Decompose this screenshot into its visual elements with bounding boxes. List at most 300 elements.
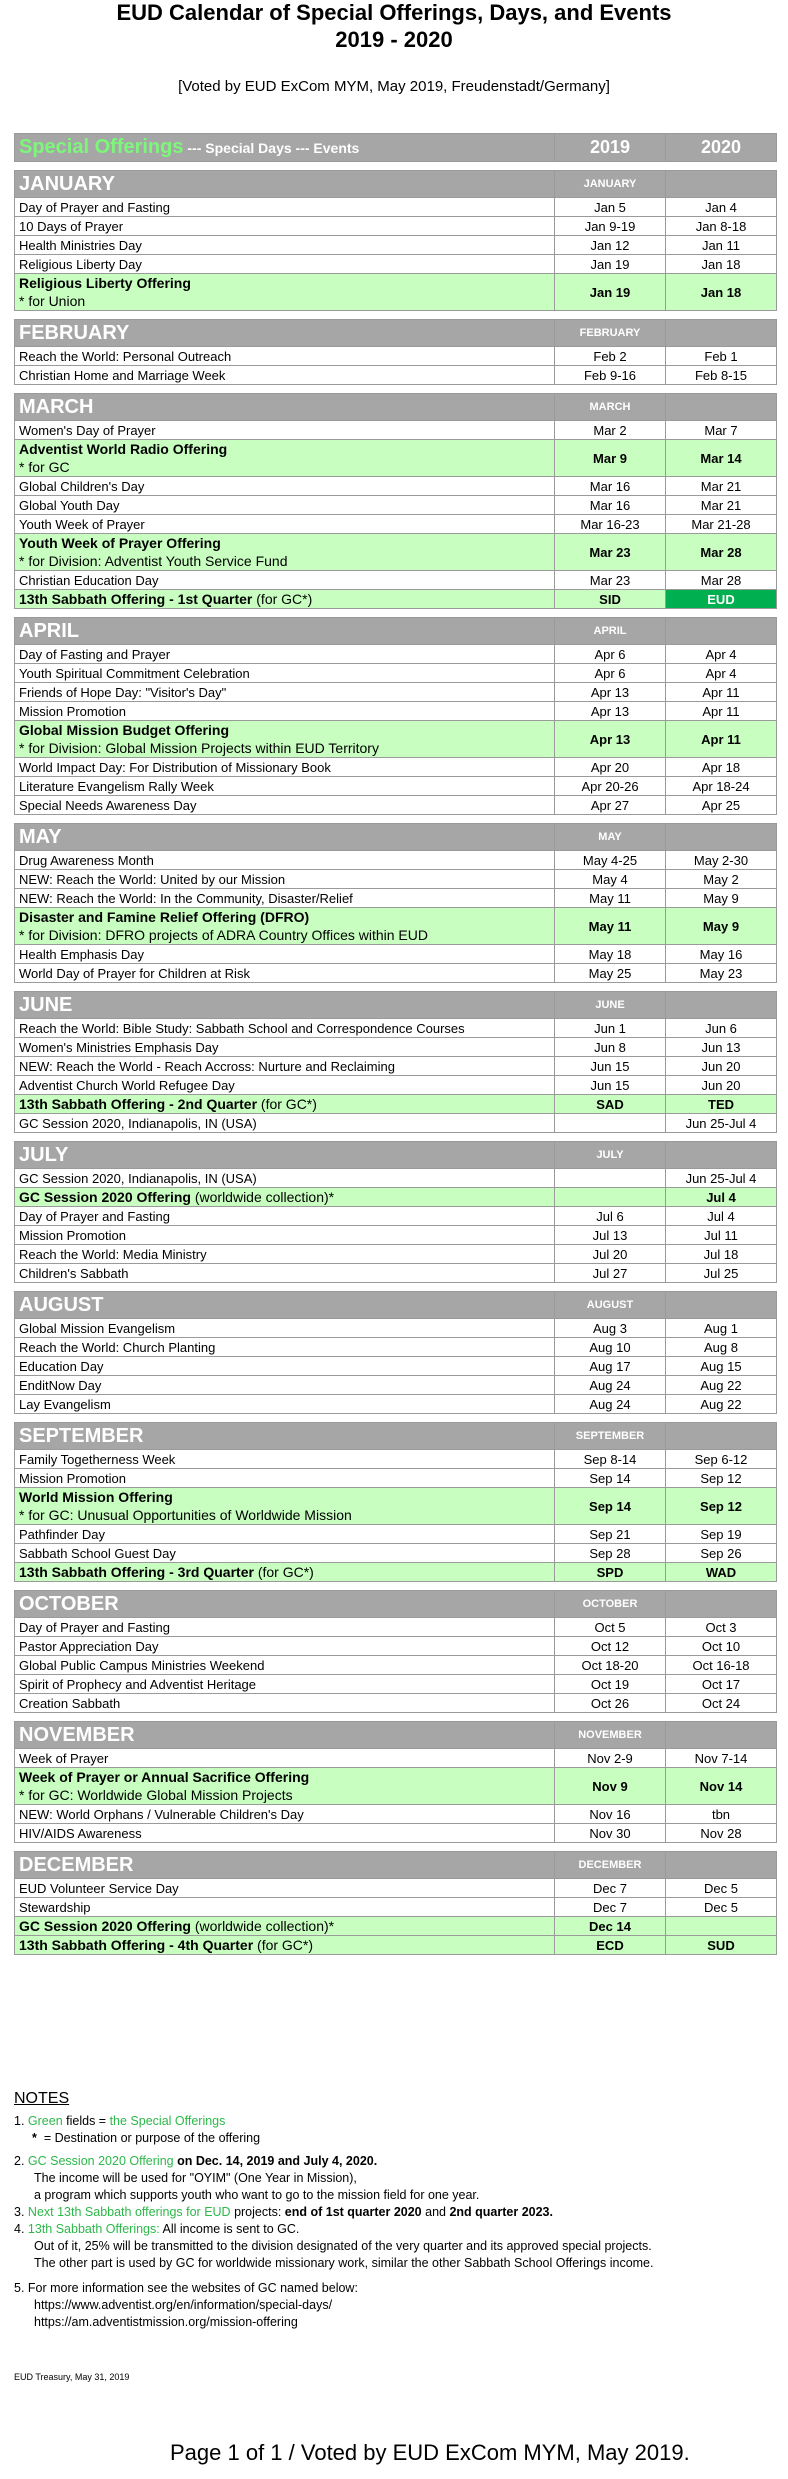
date-2019: May 11: [555, 908, 666, 945]
date-2020: May 9: [666, 889, 777, 908]
event-row: [15, 1076, 777, 1095]
note-4-line3: The other part is used by GC for worldwide missionary work, similar the other Sabbath School Offerings income.: [34, 2256, 654, 2270]
offering-row: [15, 1563, 777, 1582]
event-row: [15, 366, 777, 385]
event-name: Drug Awareness Month: [15, 851, 555, 870]
date-2020: Oct 16-18: [666, 1656, 777, 1675]
month-label: OCTOBER: [555, 1591, 666, 1618]
offering-row: [15, 1095, 777, 1114]
date-2019: Feb 9-16: [555, 366, 666, 385]
month-name: MAY: [15, 824, 555, 851]
date-2020: Aug 15: [666, 1357, 777, 1376]
date-2020: Oct 17: [666, 1675, 777, 1694]
event-name: Mission Promotion: [15, 1469, 555, 1488]
date-2020: Apr 18: [666, 758, 777, 777]
date-2020: SUD: [666, 1936, 777, 1955]
note-1: [14, 2113, 774, 2130]
spacer-row: [15, 385, 777, 394]
date-2019: SPD: [555, 1563, 666, 1582]
event-name: Reach the World: Media Ministry: [15, 1245, 555, 1264]
month-header-blank: [666, 171, 777, 198]
date-2019: Aug 10: [555, 1338, 666, 1357]
month-header-row: [15, 992, 777, 1019]
date-2019: Apr 13: [555, 702, 666, 721]
spacer-row: [15, 311, 777, 320]
event-row: [15, 964, 777, 983]
month-label: APRIL: [555, 618, 666, 645]
offering-note: (worldwide collection)*: [194, 1188, 335, 1205]
offering-row: [15, 440, 777, 477]
event-row: [15, 1319, 777, 1338]
date-2019: Mar 23: [555, 534, 666, 571]
date-2019: Aug 24: [555, 1395, 666, 1414]
offering-destination: * for GC: Worldwide Global Mission Projects: [19, 1787, 293, 1803]
offering-row: [15, 1917, 777, 1936]
offering-name: 13th Sabbath Offering - 3rd Quarter: [19, 1563, 254, 1580]
event-row: [15, 1694, 777, 1713]
header-special-offerings: [15, 134, 555, 162]
month-name: JUNE: [15, 992, 555, 1019]
date-2020: Jul 25: [666, 1264, 777, 1283]
date-2019: Mar 23: [555, 571, 666, 590]
offering-note: (for GC*): [260, 1095, 317, 1112]
offering-cell: [15, 1095, 555, 1114]
event-name: EnditNow Day: [15, 1376, 555, 1395]
event-name: Literature Evangelism Rally Week: [15, 777, 555, 796]
date-2019: Oct 5: [555, 1618, 666, 1637]
event-name: Women's Day of Prayer: [15, 421, 555, 440]
event-name: EUD Volunteer Service Day: [15, 1879, 555, 1898]
date-2020: Sep 19: [666, 1525, 777, 1544]
note-text: All income is sent to GC.: [159, 2222, 300, 2236]
offering-cell: [15, 1917, 555, 1936]
event-row: [15, 758, 777, 777]
date-2019: Nov 30: [555, 1824, 666, 1843]
note-text: fields =: [62, 2114, 110, 2128]
offering-name: 13th Sabbath Offering - 4th Quarter: [19, 1936, 254, 1953]
event-name: Health Ministries Day: [15, 236, 555, 255]
date-2019: Dec 7: [555, 1898, 666, 1917]
date-2020: Oct 10: [666, 1637, 777, 1656]
event-name: HIV/AIDS Awareness: [15, 1824, 555, 1843]
offering-cell: [15, 440, 555, 477]
event-name: Global Mission Evangelism: [15, 1319, 555, 1338]
month-header-blank: [666, 1722, 777, 1749]
date-2019: May 4: [555, 870, 666, 889]
date-2019: SID: [555, 590, 666, 609]
date-2020: Oct 24: [666, 1694, 777, 1713]
date-2020: Dec 5: [666, 1898, 777, 1917]
event-name: Stewardship: [15, 1898, 555, 1917]
date-2020: tbn: [666, 1805, 777, 1824]
date-2020: Sep 6-12: [666, 1450, 777, 1469]
event-row: [15, 477, 777, 496]
event-name: Special Needs Awareness Day: [15, 796, 555, 815]
event-name: Mission Promotion: [15, 702, 555, 721]
note-4: [14, 2221, 774, 2238]
event-name: GC Session 2020, Indianapolis, IN (USA): [15, 1114, 555, 1133]
offering-row: [15, 908, 777, 945]
date-2020: Nov 28: [666, 1824, 777, 1843]
date-2020: [666, 1917, 777, 1936]
event-name: Sabbath School Guest Day: [15, 1544, 555, 1563]
event-name: Christian Education Day: [15, 571, 555, 590]
date-2019: Sep 14: [555, 1469, 666, 1488]
date-2020: Jun 25-Jul 4: [666, 1169, 777, 1188]
date-2019: Sep 8-14: [555, 1450, 666, 1469]
event-row: [15, 1450, 777, 1469]
date-2019: Aug 17: [555, 1357, 666, 1376]
offering-name: World Mission Offering: [19, 1489, 173, 1505]
note-link-mission-offering[interactable]: https://am.adventistmission.org/mission-offering: [34, 2315, 298, 2329]
offering-cell: [15, 721, 555, 758]
note-bold: 2nd quarter 2023.: [449, 2205, 553, 2219]
date-2020: EUD: [666, 590, 777, 609]
date-2020: Dec 5: [666, 1879, 777, 1898]
date-2019: May 11: [555, 889, 666, 908]
date-2019: [555, 1169, 666, 1188]
event-name: Children's Sabbath: [15, 1264, 555, 1283]
note-2-line3: a program which supports youth who want to go to the mission field for one year.: [34, 2188, 480, 2202]
date-2020: Jan 11: [666, 236, 777, 255]
event-row: [15, 1898, 777, 1917]
event-row: [15, 198, 777, 217]
event-row: [15, 1469, 777, 1488]
event-row: [15, 1169, 777, 1188]
date-2019: Sep 21: [555, 1525, 666, 1544]
date-2020: Aug 8: [666, 1338, 777, 1357]
date-2020: Jul 4: [666, 1207, 777, 1226]
date-2019: Jul 6: [555, 1207, 666, 1226]
date-2020: May 16: [666, 945, 777, 964]
header-label: Special Offerings: [19, 135, 184, 158]
month-header-blank: [666, 618, 777, 645]
offering-destination: * for Division: Global Mission Projects within EUD Territory: [19, 740, 379, 756]
date-2020: Jun 20: [666, 1076, 777, 1095]
event-row: [15, 1879, 777, 1898]
event-row: [15, 1338, 777, 1357]
date-2020: May 23: [666, 964, 777, 983]
month-name: AUGUST: [15, 1292, 555, 1319]
offering-cell: [15, 1488, 555, 1525]
event-name: Week of Prayer: [15, 1749, 555, 1768]
offering-row: [15, 274, 777, 311]
event-row: [15, 889, 777, 908]
event-name: Reach the World: Personal Outreach: [15, 347, 555, 366]
offering-name: 13th Sabbath Offering - 2nd Quarter: [19, 1095, 258, 1112]
date-2019: Jul 27: [555, 1264, 666, 1283]
event-row: [15, 1544, 777, 1563]
date-2020: Apr 18-24: [666, 777, 777, 796]
date-2019: Jun 15: [555, 1076, 666, 1095]
note-number: 5.: [14, 2281, 25, 2295]
month-label: JANUARY: [555, 171, 666, 198]
date-2020: Apr 11: [666, 683, 777, 702]
date-2020: Jan 8-18: [666, 217, 777, 236]
date-2019: May 4-25: [555, 851, 666, 870]
event-name: Day of Prayer and Fasting: [15, 1618, 555, 1637]
event-name: Mission Promotion: [15, 1226, 555, 1245]
note-4-line2: Out of it, 25% will be transmitted to the division designated of the very quarter and its approved special projects.: [34, 2239, 652, 2253]
event-row: [15, 421, 777, 440]
offering-destination: * for GC: Unusual Opportunities of Worldwide Mission: [19, 1507, 352, 1523]
offering-note: (for GC*): [257, 1563, 314, 1580]
month-name: JULY: [15, 1142, 555, 1169]
event-row: [15, 1207, 777, 1226]
month-header-blank: [666, 1292, 777, 1319]
date-2020: Oct 3: [666, 1618, 777, 1637]
note-special-offerings: the Special Offerings: [109, 2114, 226, 2128]
offering-destination: * for Division: Adventist Youth Service Fund: [19, 553, 288, 569]
offering-note: (for GC*): [256, 590, 313, 607]
date-2019: Mar 9: [555, 440, 666, 477]
date-2020: Apr 11: [666, 702, 777, 721]
month-label: MARCH: [555, 394, 666, 421]
date-2020: Nov 14: [666, 1768, 777, 1805]
event-name: 10 Days of Prayer: [15, 217, 555, 236]
event-row: [15, 1805, 777, 1824]
note-number: 2.: [14, 2154, 25, 2168]
date-2020: Aug 1: [666, 1319, 777, 1338]
date-2019: ECD: [555, 1936, 666, 1955]
month-header-blank: [666, 1852, 777, 1879]
date-2019: Jun 15: [555, 1057, 666, 1076]
note-2-line2: The income will be used for "OYIM" (One Year in Mission),: [34, 2171, 357, 2185]
event-row: [15, 1675, 777, 1694]
date-2019: SAD: [555, 1095, 666, 1114]
month-header-blank: [666, 824, 777, 851]
spacer-row: [15, 1283, 777, 1292]
event-row: [15, 870, 777, 889]
spacer-row: [15, 609, 777, 618]
note-link-special-days[interactable]: https://www.adventist.org/en/information/special-days/: [34, 2298, 333, 2312]
notes-heading: NOTES: [14, 2090, 70, 2107]
event-row: [15, 1357, 777, 1376]
date-2020: Feb 1: [666, 347, 777, 366]
date-2020: Jan 18: [666, 274, 777, 311]
event-name: Day of Prayer and Fasting: [15, 198, 555, 217]
offering-name: Disaster and Famine Relief Offering (DFRO): [19, 909, 310, 925]
month-label: JUNE: [555, 992, 666, 1019]
month-header-row: [15, 320, 777, 347]
note-number: 3.: [14, 2205, 25, 2219]
offering-name: GC Session 2020 Offering: [19, 1188, 191, 1205]
offering-row: [15, 1188, 777, 1207]
date-2020: Feb 8-15: [666, 366, 777, 385]
date-2019: Apr 13: [555, 721, 666, 758]
event-name: Creation Sabbath: [15, 1694, 555, 1713]
month-header-row: [15, 1423, 777, 1450]
event-row: [15, 1245, 777, 1264]
note-3: [14, 2204, 774, 2221]
offering-name: Religious Liberty Offering: [19, 275, 191, 291]
month-header-blank: [666, 992, 777, 1019]
month-header-row: [15, 1591, 777, 1618]
event-name: Lay Evangelism: [15, 1395, 555, 1414]
month-header-blank: [666, 1423, 777, 1450]
event-row: [15, 851, 777, 870]
month-name: JANUARY: [15, 171, 555, 198]
offering-row: [15, 1936, 777, 1955]
offering-row: [15, 590, 777, 609]
event-row: [15, 1226, 777, 1245]
month-label: AUGUST: [555, 1292, 666, 1319]
event-row: [15, 702, 777, 721]
event-name: Day of Prayer and Fasting: [15, 1207, 555, 1226]
date-2020: Jul 11: [666, 1226, 777, 1245]
month-header-blank: [666, 320, 777, 347]
date-2019: Jun 1: [555, 1019, 666, 1038]
date-2020: Jun 13: [666, 1038, 777, 1057]
offering-note: (worldwide collection)*: [194, 1917, 335, 1934]
event-row: [15, 1114, 777, 1133]
month-name: OCTOBER: [15, 1591, 555, 1618]
event-row: [15, 515, 777, 534]
event-row: [15, 1057, 777, 1076]
offering-destination: * for GC: [19, 459, 70, 475]
date-2020: May 9: [666, 908, 777, 945]
date-2020: Aug 22: [666, 1395, 777, 1414]
date-2019: Oct 18-20: [555, 1656, 666, 1675]
date-2020: Apr 4: [666, 664, 777, 683]
date-2019: Oct 26: [555, 1694, 666, 1713]
event-row: [15, 571, 777, 590]
event-row: [15, 1019, 777, 1038]
date-2020: Jul 4: [666, 1188, 777, 1207]
note-star: *: [32, 2131, 37, 2145]
month-name: SEPTEMBER: [15, 1423, 555, 1450]
event-row: [15, 664, 777, 683]
date-2020: Sep 12: [666, 1469, 777, 1488]
event-row: [15, 796, 777, 815]
date-2019: Nov 16: [555, 1805, 666, 1824]
page-title: EUD Calendar of Special Offerings, Days, and Events: [116, 0, 672, 25]
month-label: FEBRUARY: [555, 320, 666, 347]
event-row: [15, 496, 777, 515]
offering-row: [15, 1768, 777, 1805]
note-bold: end of 1st quarter 2020: [284, 2205, 422, 2219]
date-2019: May 18: [555, 945, 666, 964]
date-2019: Jan 19: [555, 255, 666, 274]
spacer-row: [15, 815, 777, 824]
event-name: Youth Spiritual Commitment Celebration: [15, 664, 555, 683]
note-gc-offering: GC Session 2020 Offering: [27, 2154, 174, 2168]
calendar-table: [14, 133, 777, 1955]
event-row: [15, 217, 777, 236]
date-2020: Mar 21: [666, 477, 777, 496]
date-2019: Apr 20-26: [555, 777, 666, 796]
date-2020: Mar 28: [666, 534, 777, 571]
date-2020: May 2-30: [666, 851, 777, 870]
event-row: [15, 255, 777, 274]
offering-cell: [15, 274, 555, 311]
event-row: [15, 1656, 777, 1675]
date-2019: Mar 2: [555, 421, 666, 440]
date-2020: Apr 11: [666, 721, 777, 758]
event-name: Religious Liberty Day: [15, 255, 555, 274]
spacer-row: [15, 983, 777, 992]
event-row: [15, 1395, 777, 1414]
date-2020: Mar 21: [666, 496, 777, 515]
offering-name: Youth Week of Prayer Offering: [19, 535, 221, 551]
event-row: [15, 1637, 777, 1656]
date-2019: Apr 6: [555, 645, 666, 664]
offering-cell: [15, 1768, 555, 1805]
note-text: projects:: [230, 2205, 285, 2219]
voted-note: [Voted by EUD ExCom MYM, May 2019, Freudenstadt/Germany]: [178, 78, 610, 95]
event-name: Family Togetherness Week: [15, 1450, 555, 1469]
date-2020: TED: [666, 1095, 777, 1114]
event-row: [15, 1824, 777, 1843]
date-2019: Jan 12: [555, 236, 666, 255]
date-2019: Apr 13: [555, 683, 666, 702]
date-2019: Nov 2-9: [555, 1749, 666, 1768]
offering-row: [15, 534, 777, 571]
date-2019: Aug 3: [555, 1319, 666, 1338]
month-label: JULY: [555, 1142, 666, 1169]
month-header-row: [15, 824, 777, 851]
date-2020: Mar 21-28: [666, 515, 777, 534]
date-2019: Jan 9-19: [555, 217, 666, 236]
offering-cell: [15, 1188, 555, 1207]
date-2020: Nov 7-14: [666, 1749, 777, 1768]
date-2020: Apr 4: [666, 645, 777, 664]
date-2019: Dec 7: [555, 1879, 666, 1898]
note-5: [14, 2280, 774, 2297]
event-name: Health Emphasis Day: [15, 945, 555, 964]
spacer-row: [15, 1843, 777, 1852]
date-2020: Jul 18: [666, 1245, 777, 1264]
month-label: NOVEMBER: [555, 1722, 666, 1749]
date-2019: Jul 20: [555, 1245, 666, 1264]
event-name: Pathfinder Day: [15, 1525, 555, 1544]
offering-name: GC Session 2020 Offering: [19, 1917, 191, 1934]
offering-destination: * for Division: DFRO projects of ADRA Country Offices within EUD: [19, 927, 428, 943]
event-name: Day of Fasting and Prayer: [15, 645, 555, 664]
date-2019: Sep 14: [555, 1488, 666, 1525]
spacer-row: [15, 162, 777, 171]
month-name: MARCH: [15, 394, 555, 421]
month-header-row: [15, 1142, 777, 1169]
date-2019: Sep 28: [555, 1544, 666, 1563]
date-2019: Mar 16: [555, 496, 666, 515]
date-2020: Sep 26: [666, 1544, 777, 1563]
event-name: Reach the World: Church Planting: [15, 1338, 555, 1357]
event-row: [15, 1618, 777, 1637]
date-2019: Jun 8: [555, 1038, 666, 1057]
table-header-row: [15, 134, 777, 162]
offering-destination: * for Union: [19, 293, 86, 309]
month-name: APRIL: [15, 618, 555, 645]
notes-section: [14, 2090, 774, 2331]
date-2020: Jun 6: [666, 1019, 777, 1038]
event-name: World Impact Day: For Distribution of Missionary Book: [15, 758, 555, 777]
note-number: 1.: [14, 2114, 25, 2128]
event-row: [15, 347, 777, 366]
event-name: NEW: Reach the World - Reach Accross: Nurture and Reclaiming: [15, 1057, 555, 1076]
offering-note: (for GC*): [257, 1936, 314, 1953]
date-2019: Oct 12: [555, 1637, 666, 1656]
month-header-blank: [666, 1142, 777, 1169]
spacer-row: [15, 1133, 777, 1142]
date-2020: Mar 7: [666, 421, 777, 440]
date-2019: Jan 5: [555, 198, 666, 217]
event-name: Adventist Church World Refugee Day: [15, 1076, 555, 1095]
note-green-text: Next 13th Sabbath offerings for EUD: [27, 2205, 231, 2219]
date-2019: May 25: [555, 964, 666, 983]
date-2020: WAD: [666, 1563, 777, 1582]
date-2019: Apr 6: [555, 664, 666, 683]
